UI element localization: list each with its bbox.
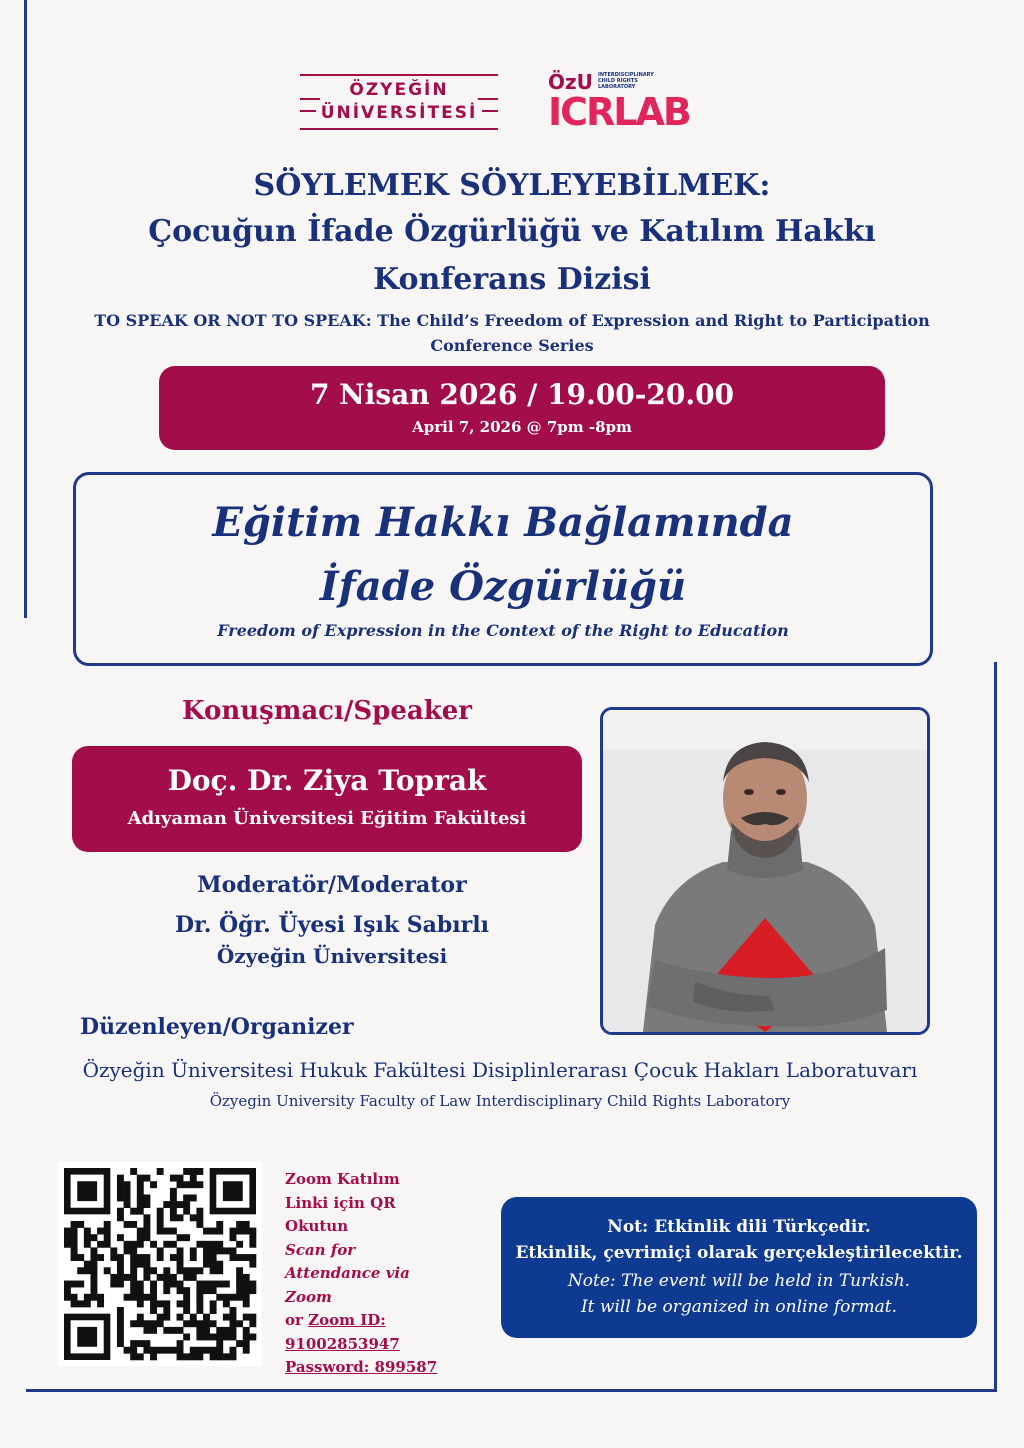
speaker-name: Doç. Dr. Ziya Toprak bbox=[167, 764, 487, 797]
moderator-label: Moderatör/Moderator bbox=[197, 872, 467, 898]
note-tr-line-2: Etkinlik, çevrimiçi olarak gerçekleştirilecektir. bbox=[515, 1243, 963, 1263]
zoom-or: or bbox=[285, 1311, 309, 1329]
topic-box bbox=[73, 472, 933, 666]
speaker-label: Konuşmacı/Speaker bbox=[182, 696, 472, 726]
topic-english: Freedom of Expression in the Context of the Right to Education bbox=[217, 621, 789, 640]
zoom-password[interactable]: Password: 899587 bbox=[285, 1358, 438, 1376]
topic-title-line-2: İfade Özgürlüğü bbox=[319, 563, 687, 610]
zoom-tr-line-2: Linki için QR bbox=[285, 1193, 396, 1212]
icr-logo-small-1: INTERDISCIPLINARY bbox=[598, 72, 654, 78]
icr-logo-prefix: ÖzU bbox=[548, 70, 593, 94]
qr-code-pattern bbox=[58, 1162, 262, 1366]
speaker-photo bbox=[600, 707, 930, 1035]
english-subtitle-line-2: Conference Series bbox=[430, 336, 594, 355]
ozu-logo-line2: ÜNİVERSİTESİ bbox=[320, 103, 478, 123]
language-note-box bbox=[501, 1197, 977, 1338]
topic-title-line-1: Eğitim Hakkı Bağlamında bbox=[212, 499, 794, 546]
frame-line-bottom bbox=[26, 1389, 997, 1392]
note-en-line-1: Note: The event will be held in Turkish. bbox=[567, 1271, 911, 1291]
moderator-affiliation: Özyeğin Üniversitesi bbox=[216, 944, 448, 968]
speaker-portrait-illustration bbox=[603, 710, 927, 1032]
ozu-logo-line1: ÖZYEĞİN bbox=[349, 80, 449, 100]
note-tr-line-1: Not: Etkinlik dili Türkçedir. bbox=[607, 1217, 871, 1237]
organizer-name-en: Özyegin University Faculty of Law Interdisciplinary Child Rights Laboratory bbox=[209, 1092, 791, 1110]
date-main: 7 Nisan 2026 / 19.00-20.00 bbox=[309, 378, 735, 411]
zoom-instructions bbox=[285, 1168, 445, 1380]
speaker-affiliation: Adıyaman Üniversitesi Eğitim Fakültesi bbox=[127, 808, 527, 829]
title-line-2: Çocuğun İfade Özgürlüğü ve Katılım Hakkı bbox=[148, 214, 876, 249]
zoom-en-line-1: Scan for bbox=[285, 1240, 356, 1259]
frame-line-left bbox=[24, 0, 27, 618]
zoom-tr-line-3: Okutun bbox=[285, 1217, 349, 1235]
frame-line-right bbox=[994, 662, 997, 1392]
zoom-en-line-3: Zoom bbox=[285, 1287, 332, 1306]
zoom-id-value[interactable]: 91002853947 bbox=[285, 1334, 400, 1353]
note-en-line-2: It will be organized in online format. bbox=[580, 1297, 898, 1317]
english-subtitle bbox=[80, 308, 944, 358]
title-line-1: SÖYLEMEK SÖYLEYEBİLMEK: bbox=[253, 168, 771, 203]
zoom-tr-line-1: Zoom Katılım bbox=[285, 1170, 400, 1188]
icr-logo-small-2: CHILD RIGHTS bbox=[598, 78, 638, 84]
organizer-label: Düzenleyen/Organizer bbox=[80, 1014, 354, 1040]
date-sub: April 7, 2026 @ 7pm -8pm bbox=[412, 418, 632, 436]
icr-logo-main: ICRLAB bbox=[548, 90, 690, 134]
title-line-3: Konferans Dizisi bbox=[373, 262, 651, 297]
date-banner bbox=[159, 366, 885, 450]
organizer-name-tr: Özyeğin Üniversitesi Hukuk Fakültesi Disiplinlerarası Çocuk Hakları Laboratuvarı bbox=[82, 1058, 918, 1082]
speaker-banner bbox=[72, 746, 582, 852]
icr-logo-small-3: LABORATORY bbox=[598, 84, 636, 90]
english-subtitle-line-1: TO SPEAK OR NOT TO SPEAK: The Child’s Freedom of Expression and Right to Participation bbox=[94, 311, 930, 330]
ozyegin-university-logo bbox=[300, 72, 498, 132]
zoom-en-line-2: Attendance via bbox=[285, 1264, 410, 1282]
zoom-id-label[interactable]: Zoom ID: bbox=[308, 1311, 386, 1329]
icrlab-logo bbox=[548, 70, 690, 136]
moderator-name: Dr. Öğr. Üyesi Işık Sabırlı bbox=[175, 912, 489, 938]
zoom-qr-code[interactable] bbox=[58, 1162, 262, 1366]
